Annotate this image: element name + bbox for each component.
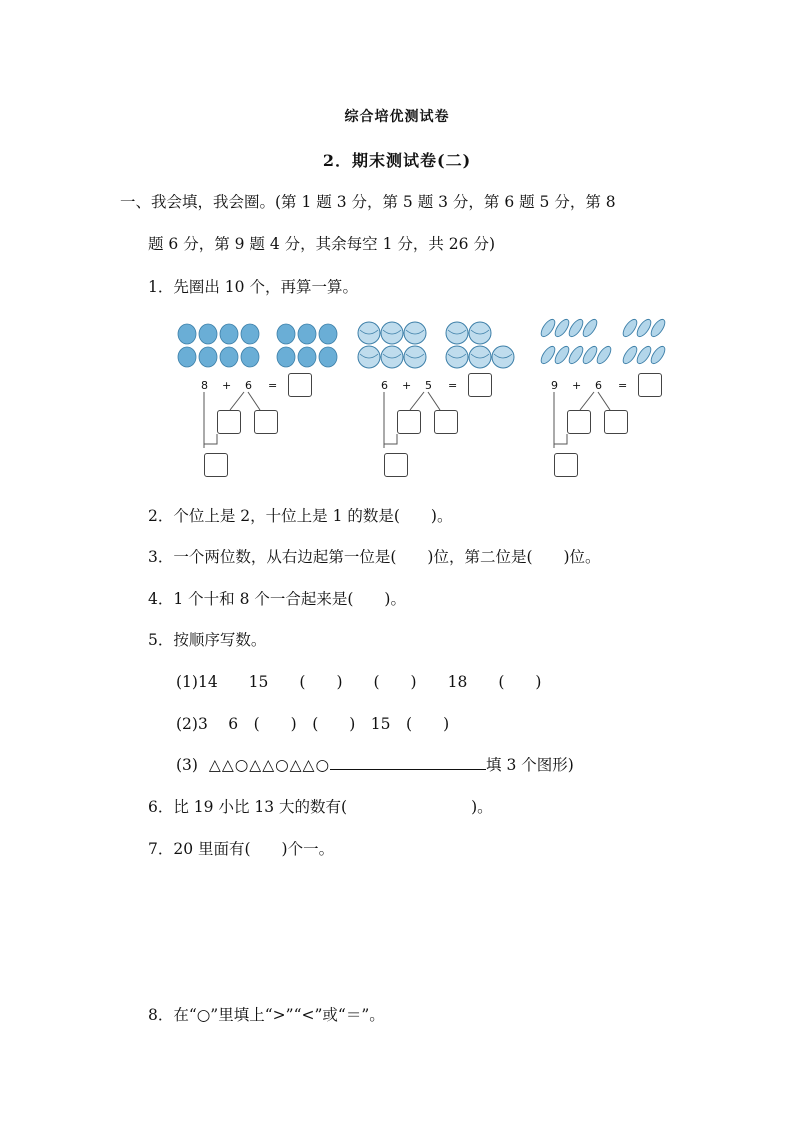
q1-g1-plus: + <box>222 379 232 392</box>
q3-text: 3．一个两位数，从右边起第一位是( )位，第二位是( )位。 <box>148 548 601 566</box>
q5-row3-blank[interactable] <box>330 755 486 770</box>
q1-g3-answer-box[interactable] <box>638 373 662 397</box>
q7-text: 7．20 里面有( )个一。 <box>148 840 335 858</box>
q1-g2-addend-b: 5 <box>425 379 432 392</box>
q1-g3-addend-b: 6 <box>595 379 602 392</box>
q1-g1-split-box-1[interactable] <box>217 410 241 434</box>
q1-g2-equals: = <box>448 379 458 392</box>
q2-text: 2．个位上是 2，十位上是 1 的数是( )。 <box>148 507 453 525</box>
q1-text: 1．先圈出 10 个，再算一算。 <box>148 278 358 296</box>
q1-g2-result-box[interactable] <box>384 453 408 477</box>
q5-row1: (1)14 15 ( ) ( ) 18 ( ) <box>176 673 542 691</box>
q5-text: 5．按顺序写数。 <box>148 631 267 649</box>
q5-row3-label: (3) <box>176 756 198 774</box>
q1-g1-equals: = <box>268 379 278 392</box>
q5-row3-tail: 填 3 个图形) <box>486 756 574 774</box>
q1-g3-split-box-2[interactable] <box>604 410 628 434</box>
q1-g3-result-box[interactable] <box>554 453 578 477</box>
q1-g1-result-box[interactable] <box>204 453 228 477</box>
q1-g2-plus: + <box>402 379 412 392</box>
q1-g1-answer-box[interactable] <box>288 373 312 397</box>
q5-row3-shapes: △△○△△○△△○ <box>208 756 331 774</box>
strawberry-icon-group <box>176 322 344 370</box>
q1-g3-plus: + <box>572 379 582 392</box>
section1-heading-line1: 一、我会填，我会圈。(第 1 题 3 分，第 5 题 3 分，第 6 题 5 分，第 8 <box>120 193 616 211</box>
q1-g3-addend-a: 9 <box>551 379 558 392</box>
ball-icon-group <box>356 320 524 370</box>
section1-heading-line2: 题 6 分，第 9 题 4 分，其余每空 1 分，共 26 分) <box>148 235 495 253</box>
q5-row3 <box>176 753 574 775</box>
paper-title: 2．期末测试卷(二) <box>322 151 472 170</box>
q1-g1-addend-b: 6 <box>245 379 252 392</box>
q6-text: 6．比 19 小比 13 大的数有( )。 <box>148 798 493 816</box>
q5-row2: (2)3 6 ( ) ( ) 15 ( ) <box>176 715 450 733</box>
q4-text: 4．1 个十和 8 个一合起来是( )。 <box>148 590 406 608</box>
q1-g2-split-box-2[interactable] <box>434 410 458 434</box>
q1-g2-split-box-1[interactable] <box>397 410 421 434</box>
q8-text: 8．在“○”里填上“>”“<”或“＝”。 <box>148 1006 385 1024</box>
series-title: 综合培优测试卷 <box>344 109 450 125</box>
q1-g2-answer-box[interactable] <box>468 373 492 397</box>
q1-g2-addend-a: 6 <box>381 379 388 392</box>
q1-g3-split-box-1[interactable] <box>567 410 591 434</box>
q1-g1-addend-a: 8 <box>201 379 208 392</box>
q1-g3-equals: = <box>618 379 628 392</box>
corn-icon-group <box>538 316 674 370</box>
q1-g1-split-box-2[interactable] <box>254 410 278 434</box>
